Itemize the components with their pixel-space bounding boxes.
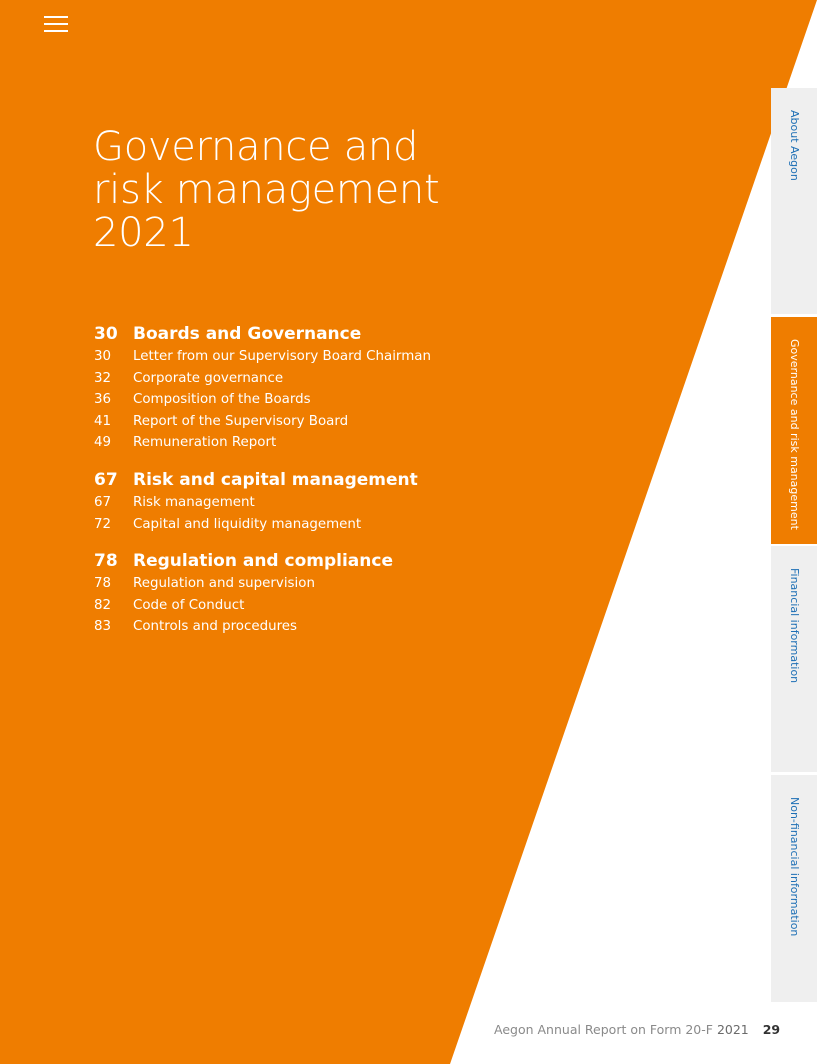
side-tab-non-financial-information[interactable]	[771, 775, 817, 1002]
title-line-1: Governance and	[93, 124, 419, 170]
footer-year: 2021	[716, 1022, 749, 1037]
toc-heading[interactable]	[94, 322, 431, 346]
toc-item-page: 67	[94, 494, 112, 510]
toc-item-label: Code of Conduct	[133, 597, 245, 613]
toc-item-page: 83	[94, 619, 112, 635]
toc-item-page: 49	[94, 435, 112, 451]
toc-item-label: Corporate governance	[133, 370, 284, 386]
toc-item-page: 41	[94, 413, 112, 429]
toc-heading-label: Regulation and compliance	[133, 551, 393, 572]
toc-section-regulation-and-compliance	[94, 549, 431, 638]
toc-section-boards-and-governance	[94, 322, 431, 454]
toc-item[interactable]	[94, 368, 431, 390]
page-footer	[494, 1022, 780, 1037]
toc-item-page: 36	[94, 392, 112, 408]
toc-item-page: 32	[94, 370, 112, 386]
page-number: 29	[762, 1022, 781, 1037]
footer-report-name: Aegon Annual Report on Form 20-F	[494, 1022, 713, 1037]
side-tab-about-aegon[interactable]	[771, 88, 817, 314]
toc-item-label: Letter from our Supervisory Board Chairman	[133, 349, 431, 364]
toc-heading[interactable]	[94, 468, 431, 492]
side-tab-financial-information[interactable]	[771, 546, 817, 772]
toc-item[interactable]	[94, 411, 431, 433]
toc-item[interactable]	[94, 346, 431, 368]
side-tab-label: About Aegon	[788, 110, 801, 181]
toc-item-page: 78	[94, 576, 112, 592]
toc-heading-label: Boards and Governance	[133, 324, 362, 344]
title-year: 2021	[93, 210, 194, 256]
toc-item-label: Regulation and supervision	[133, 576, 315, 592]
toc-heading-page: 30	[94, 324, 118, 344]
side-tab-governance-and-risk-management[interactable]	[771, 317, 817, 544]
toc-item[interactable]	[94, 616, 431, 638]
toc-item[interactable]	[94, 573, 431, 595]
toc-item-label: Risk management	[133, 494, 255, 510]
toc-item-label: Controls and procedures	[133, 619, 298, 635]
toc-item[interactable]	[94, 432, 431, 454]
side-tab-label: Financial information	[788, 568, 801, 684]
toc-item-label: Remuneration Report	[133, 435, 277, 451]
toc-item[interactable]	[94, 389, 431, 411]
toc-item-label: Capital and liquidity management	[133, 516, 362, 532]
toc-heading[interactable]	[94, 549, 431, 573]
toc-heading-page: 78	[94, 551, 118, 572]
side-tab-label: Governance and risk management	[788, 339, 801, 530]
toc-item[interactable]	[94, 492, 431, 514]
toc-item-page: 72	[94, 516, 112, 532]
toc-item-label: Composition of the Boards	[133, 392, 311, 408]
toc-heading-page: 67	[94, 469, 118, 490]
title-line-2: risk management	[93, 167, 440, 213]
hamburger-menu-icon[interactable]	[44, 14, 68, 32]
toc-heading-label: Risk and capital management	[133, 469, 418, 490]
side-tab-label: Non-financial information	[788, 797, 801, 937]
page-title	[93, 126, 439, 255]
toc-item[interactable]	[94, 595, 431, 617]
toc-section-risk-and-capital-management	[94, 468, 431, 535]
table-of-contents	[94, 322, 431, 652]
toc-item[interactable]	[94, 514, 431, 536]
toc-item-label: Report of the Supervisory Board	[133, 413, 349, 429]
toc-item-page: 30	[94, 349, 112, 364]
toc-item-page: 82	[94, 597, 112, 613]
